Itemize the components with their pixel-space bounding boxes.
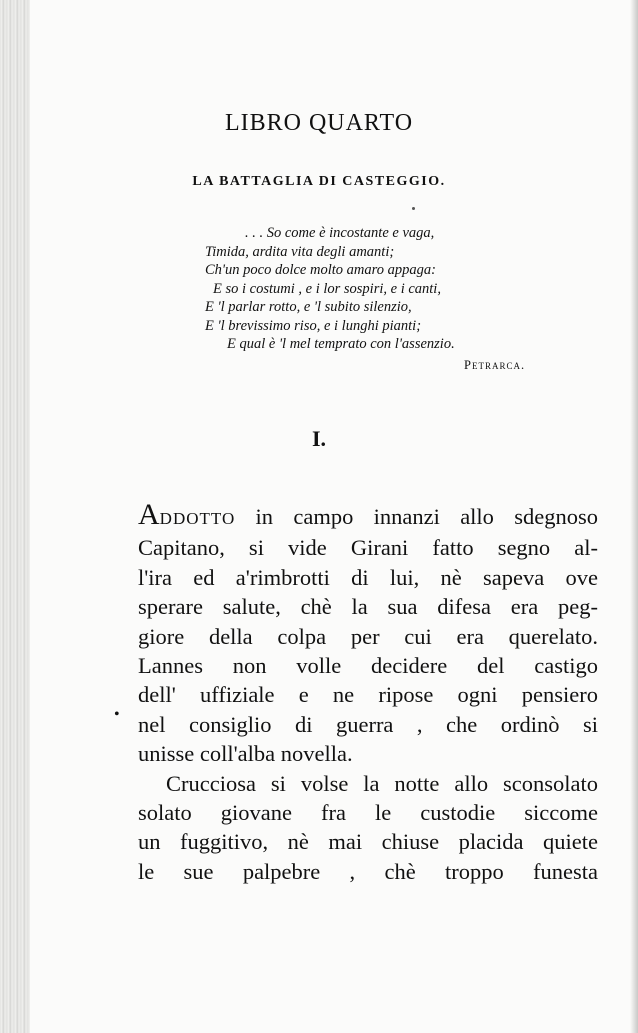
epigraph	[205, 224, 595, 354]
epigraph-line: E qual è 'l mel temprato con l'assenzio.	[227, 336, 455, 352]
body-line: unisse coll'alba novella.	[138, 741, 353, 767]
epigraph-author: Petrarca.	[464, 358, 526, 372]
epigraph-line: Ch'un poco dolce molto amaro appaga:	[205, 262, 436, 278]
body-line: nel consiglio di guerra , che ordinò si	[138, 711, 598, 737]
body-line: Crucciosa si volse la notte allo sconsolato	[166, 770, 598, 796]
binding-gutter	[0, 0, 30, 1033]
initial-letter: A	[138, 498, 160, 531]
body-line	[138, 500, 598, 533]
chapter-title: LA BATTAGLIA DI CASTEGGIO.	[192, 174, 446, 189]
epigraph-line: E 'l parlar rotto, e 'l subito silenzio,	[205, 299, 412, 315]
body-line: dell' uffiziale e ne ripose ogni pensiero	[138, 682, 598, 708]
epigraph-line: Timida, ardita vita degli amanti;	[205, 243, 395, 260]
body-line: un fuggitivo, nè mai chiuse placida quiete	[138, 829, 598, 855]
body-line: Capitano, si vide Girani fatto segno al-	[138, 535, 598, 561]
body-line: sperare salute, chè la sua difesa era peg-	[138, 594, 598, 620]
body-line: solato giovane fra le custodie siccome	[138, 800, 598, 826]
print-speck	[412, 207, 415, 210]
page-edge	[630, 0, 638, 1033]
epigraph-line: . . . So come è incostante e vaga,	[245, 225, 435, 241]
body-line: le sue palpebre , chè troppo funesta	[138, 858, 598, 884]
body-line: l'ira ed a'rimbrotti di lui, nè sapeva ove	[138, 564, 598, 590]
body-line-text: in campo innanzi allo sdegnoso	[235, 504, 598, 529]
margin-mark: •	[114, 706, 120, 723]
section-number: I.	[311, 426, 327, 451]
body-text	[138, 500, 598, 886]
body-line: Lannes non volle decidere del castigo	[138, 653, 598, 679]
book-title: LIBRO QUARTO	[224, 110, 414, 136]
initial-word-rest: DDOTTO	[159, 509, 236, 528]
epigraph-line: E so i costumi , e i lor sospiri, e i canti,	[213, 280, 441, 297]
body-line: giore della colpa per cui era querelato.	[138, 623, 598, 649]
epigraph-line: E 'l brevissimo riso, e i lunghi pianti;	[205, 317, 422, 334]
